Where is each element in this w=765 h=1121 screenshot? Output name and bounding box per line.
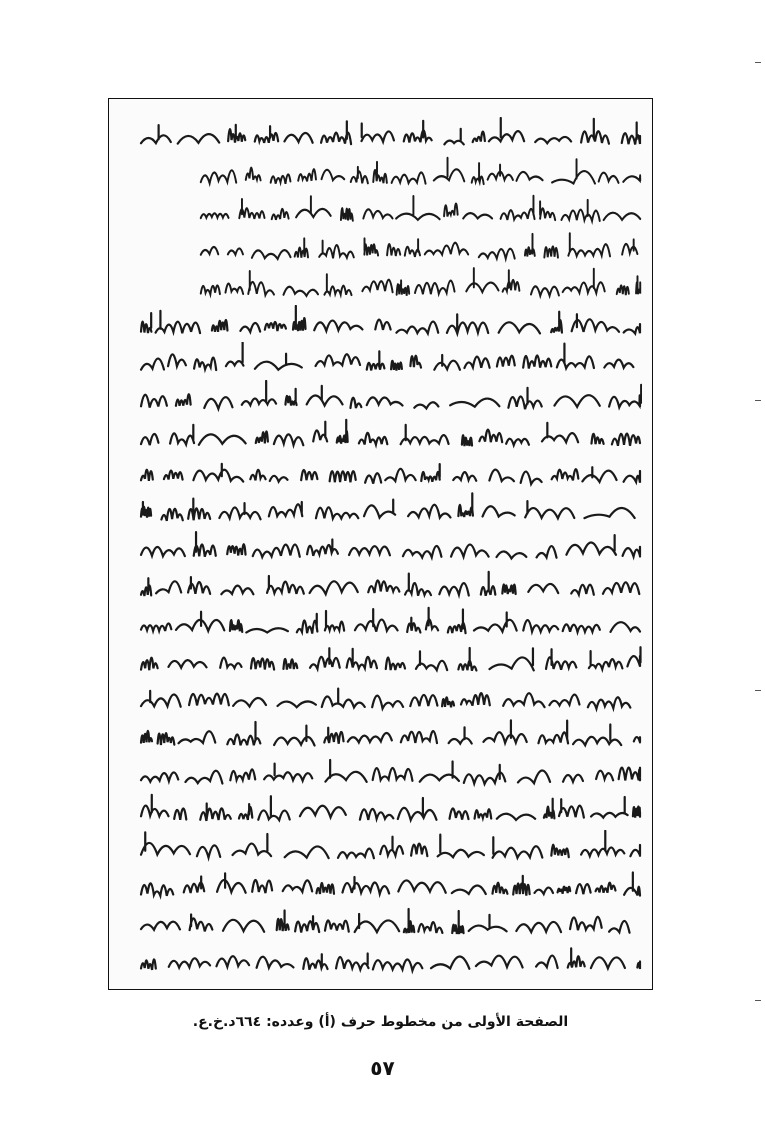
edge-mark [755,1000,761,1001]
handwriting-stroke [141,830,642,857]
handwriting-stroke [141,720,640,745]
manuscript-line [199,230,642,270]
manuscript-line [139,567,642,607]
manuscript-line [139,530,642,570]
handwriting-stroke [201,196,640,221]
handwriting-stroke [141,948,640,970]
manuscript-line [139,417,642,457]
manuscript-line [139,680,642,720]
figure-caption: الصفحة الأولى من مخطوط حرف (أ) وعدده: ٦٦٤د.خ.ع. [192,1014,569,1030]
handwriting-stroke [141,688,630,708]
manuscript-image-frame [108,98,653,990]
manuscript-line [139,605,642,645]
handwriting-stroke [141,493,635,521]
handwriting-stroke [141,572,639,596]
manuscript-line [139,117,642,157]
edge-mark [755,62,761,63]
manuscript-line [139,942,642,982]
handwriting-stroke [141,463,640,483]
manuscript-line [139,830,642,870]
handwriting-stroke [141,909,630,934]
manuscript-line [139,455,642,495]
manuscript-line [139,492,642,532]
manuscript-line [199,192,642,232]
manuscript-line [199,267,642,307]
handwriting-stroke [141,760,640,784]
manuscript-line [139,717,642,757]
manuscript-line [139,905,642,945]
handwriting-stroke [201,268,640,296]
handwriting-stroke [201,157,640,183]
edge-mark [755,690,761,691]
handwriting-stroke [141,647,640,671]
manuscript-line [139,380,642,420]
handwriting-stroke [141,607,640,633]
handwriting-stroke [201,233,638,259]
page-number: ٥٧ [370,1056,395,1080]
handwriting-stroke [141,420,640,446]
handwriting-stroke [141,873,640,896]
manuscript-line [139,755,642,795]
manuscript-line [139,792,642,832]
manuscript-handwriting [109,99,652,989]
manuscript-line [139,342,642,382]
handwriting-stroke [141,305,640,333]
manuscript-line [139,642,642,682]
edge-mark [755,400,761,401]
handwriting-stroke [141,118,640,145]
manuscript-line [199,155,642,195]
handwriting-stroke [141,795,640,821]
handwriting-stroke [141,342,633,370]
manuscript-line [139,305,642,345]
manuscript-line [139,867,642,907]
handwriting-stroke [141,532,642,558]
handwriting-stroke [141,380,641,408]
